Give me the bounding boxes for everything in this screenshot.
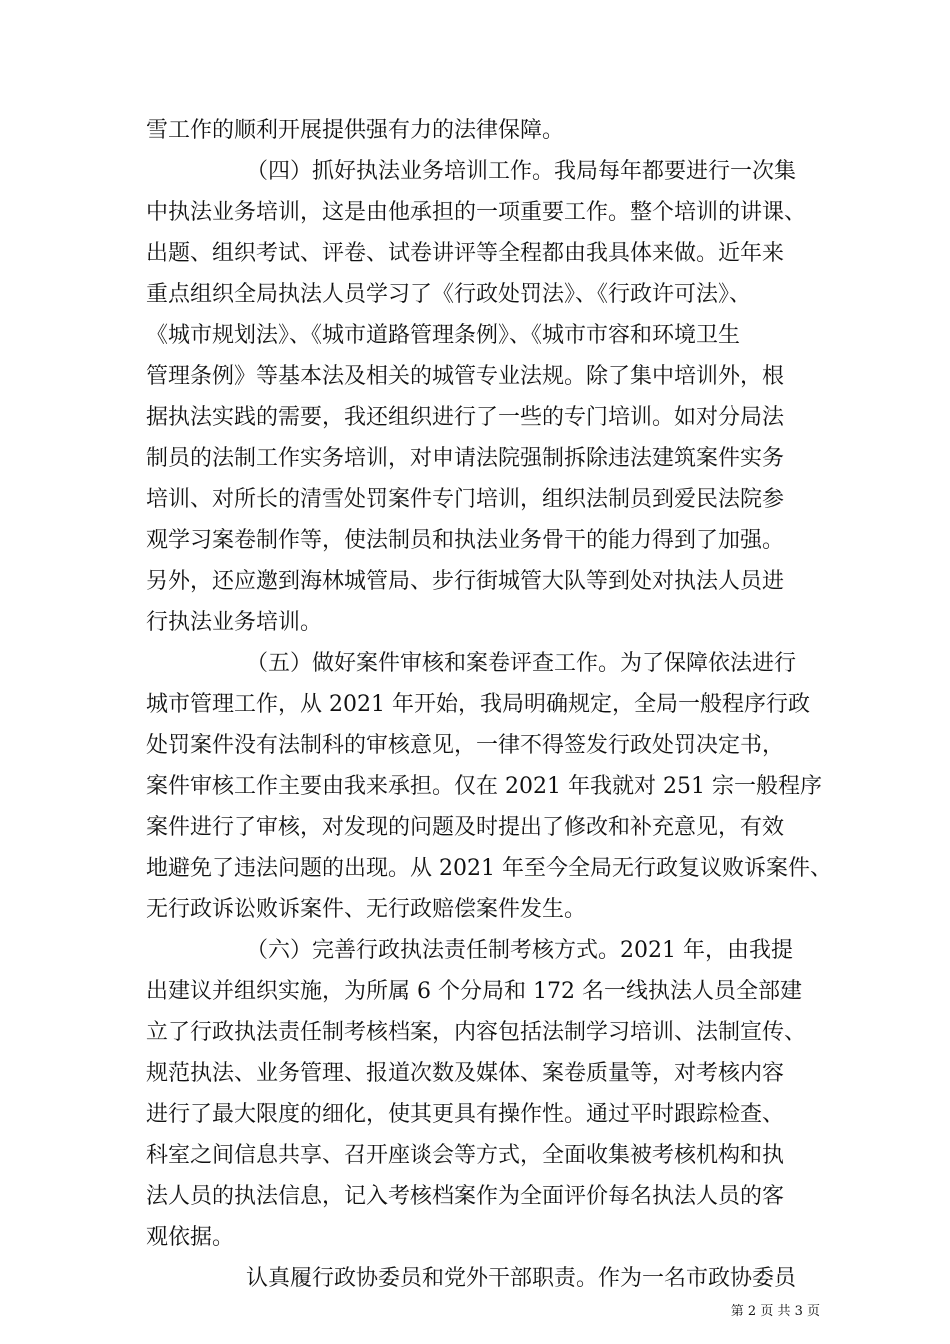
text-line: 管理条例》等基本法及相关的城管专业法规。除了集中培训外，根 xyxy=(146,364,785,389)
section-heading-line: （六）完善行政执法责任制考核方式。2021 年，由我提 xyxy=(246,938,793,963)
text-line: 观学习案卷制作等，使法制员和执法业务骨干的能力得到了加强。 xyxy=(146,528,785,553)
text-line: 认真履行政协委员和党外干部职责。作为一名市政协委员 xyxy=(246,1266,797,1291)
text-line: 进行了最大限度的细化，使其更具有操作性。通过平时跟踪检查、 xyxy=(146,1102,785,1127)
text-line: 科室之间信息共享、召开座谈会等方式，全面收集被考核机构和执 xyxy=(146,1143,785,1168)
text-line: 另外，还应邀到海林城管局、步行街城管大队等到处对执法人员进 xyxy=(146,569,785,594)
text-line: 行执法业务培训。 xyxy=(146,610,323,635)
text-line: 出建议并组织实施，为所属 6 个分局和 172 名一线执法人员全部建 xyxy=(146,979,802,1004)
text-line: 无行政诉讼败诉案件、无行政赔偿案件发生。 xyxy=(146,897,587,922)
section-heading-line: （四）抓好执法业务培训工作。我局每年都要进行一次集 xyxy=(246,159,797,184)
text-line: 观依据。 xyxy=(146,1225,235,1250)
section-heading-line: （五）做好案件审核和案卷评查工作。为了保障依法进行 xyxy=(246,651,797,676)
text-line: 处罚案件没有法制科的审核意见，一律不得签发行政处罚决定书， xyxy=(146,733,785,758)
text-line: 城市管理工作，从 2021 年开始，我局明确规定，全局一般程序行政 xyxy=(146,692,810,717)
text-line: 案件审核工作主要由我来承担。仅在 2021 年我就对 251 宗一般程序 xyxy=(146,774,822,799)
text-line: 出题、组织考试、评卷、试卷讲评等全程都由我具体来做。近年来 xyxy=(146,241,785,266)
page-number-footer: 第 2 页 共 3 页 xyxy=(730,1304,820,1319)
text-line: 培训、对所长的清雪处罚案件专门培训，组织法制员到爱民法院参 xyxy=(146,487,785,512)
text-line: 制员的法制工作实务培训，对申请法院强制拆除违法建筑案件实务 xyxy=(146,446,785,471)
text-line: 法人员的执法信息，记入考核档案作为全面评价每名执法人员的客 xyxy=(146,1184,785,1209)
text-line: 立了行政执法责任制考核档案，内容包括法制学习培训、法制宣传、 xyxy=(146,1020,807,1045)
text-line: 《城市规划法》、《城市道路管理条例》、《城市市容和环境卫生 xyxy=(146,323,741,348)
text-line: 案件进行了审核，对发现的问题及时提出了修改和补充意见，有效 xyxy=(146,815,785,840)
text-line: 重点组织全局执法人员学习了《行政处罚法》、《行政许可法》、 xyxy=(146,282,752,307)
text-line: 据执法实践的需要，我还组织进行了一些的专门培训。如对分局法 xyxy=(146,405,785,430)
text-line: 中执法业务培训，这是由他承担的一项重要工作。整个培训的讲课、 xyxy=(146,200,807,225)
text-line: 地避免了违法问题的出现。从 2021 年至今全局无行政复议败诉案件、 xyxy=(146,856,832,881)
text-line: 雪工作的顺利开展提供强有力的法律保障。 xyxy=(146,118,565,143)
text-line: 规范执法、业务管理、报道次数及媒体、案卷质量等，对考核内容 xyxy=(146,1061,785,1086)
